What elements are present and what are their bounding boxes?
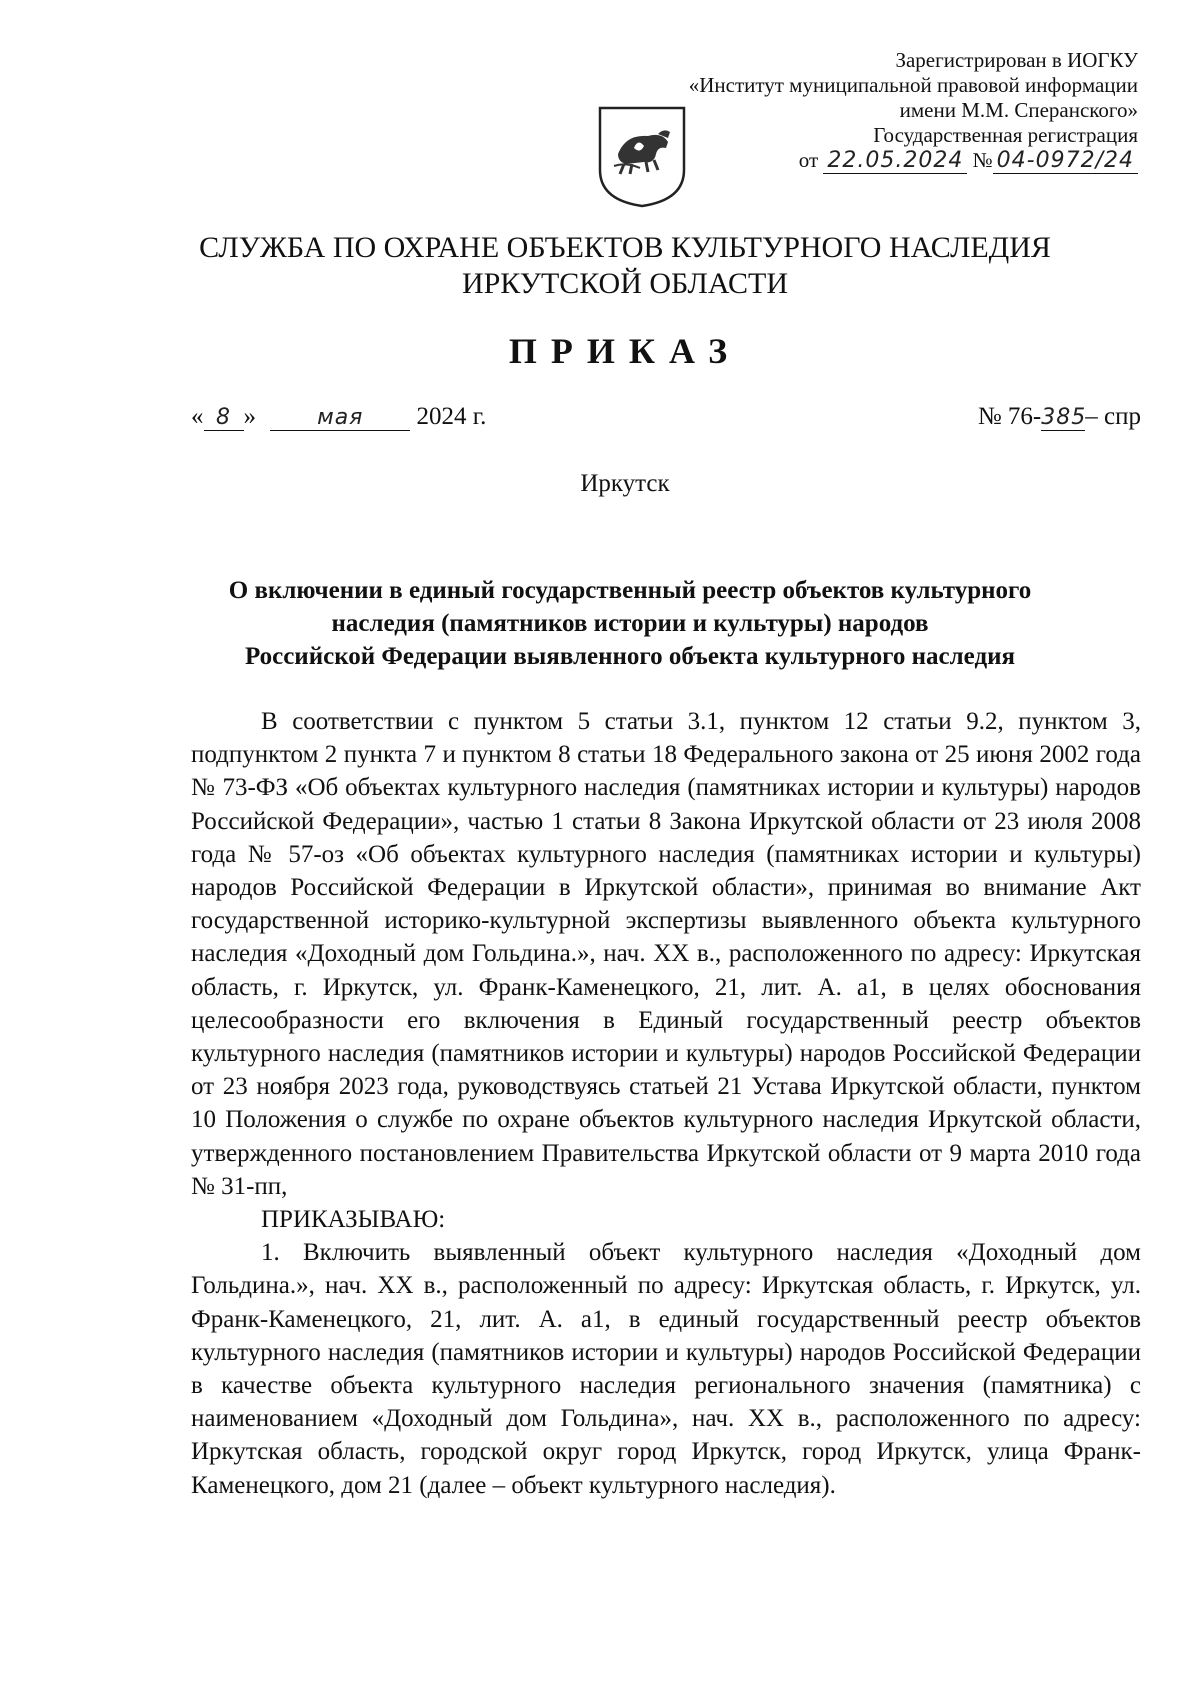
order-day-handwritten: 8 [204, 405, 244, 431]
preamble-paragraph: В соответствии с пунктом 5 статьи 3.1, пунктом 12 статьи 9.2, пунктом 3, подпунктом 2 пункта 7 и пунктом 8 статьи 18 Федерального закона от 25 июня 2002 года № 73-ФЗ «Об объектах культурного наследия (памятниках истории и культуры) народов Российской Федерации», частью 1 статьи 8 Закона Иркутской области от 23 июля 2008 года № 57-оз «Об объектах культурного наследия (памятниках истории и культуры) народов Российской Федерации в Иркутской области», принимая во внимание Акт государственной историко-культурной экспертизы выявленного объекта культурного наследия «Доходный дом Гольдина.», нач. XX в., расположенного по адресу: Иркутская область, г. Иркутск, ул. Франк-Каменецкого, 21, лит. А. а1, в целях обоснования целесообразности его включения в Единый государственный реестр объектов культурного наследия (памятников истории и культуры) народов Российской Федерации от 23 ноября 2023 года, руководствуясь статьей 21 Устава Иркутской области, пунктом 10 Положения о службе по охране объектов культурного наследия Иркутской области, утвержденного постановлением Правительства Иркутской области от 9 марта 2010 года № 31-пп, [191, 708, 1141, 1200]
order-number [978, 403, 1141, 431]
registration-number-handwritten: 04-0972/24 [993, 148, 1138, 174]
order-body [191, 705, 1141, 1502]
registration-line-2: «Институт муниципальной правовой информации [688, 73, 1138, 97]
city-name: Иркутск [580, 470, 670, 497]
order-number-handwritten: 385 [1041, 405, 1087, 430]
document-title: ПРИКАЗ [508, 331, 742, 371]
date-close-quote: » [243, 403, 256, 430]
subject-line-1: О включении в единый государственный реестр объектов культурного [228, 577, 1032, 604]
order-item-1: 1. Включить выявленный объект культурного наследия «Доходный дом Гольдина.», нач. XX в., расположенный по адресу: Иркутская область, г. Иркутск, ул. Франк-Каменецкого, 21, лит. А. а1, в единый государственный реестр объектов культурного наследия (памятников истории и культуры) народов Российской Федерации в качестве объекта культурного наследия регионального значения (памятника) с наименованием «Доходный дом Гольдина», нач. XX в., расположенного по адресу: Иркутская область, городской округ город Иркутск, город Иркутск, улица Франк-Каменецкого, дом 21 (далее – объект культурного наследия). [191, 1239, 1141, 1499]
order-directive: ПРИКАЗЫВАЮ: [261, 1206, 446, 1234]
order-date-row [191, 403, 1141, 439]
date-open-quote: « [191, 403, 204, 430]
subject-line-3: Российской Федерации выявленного объекта культурного наследия [244, 643, 1016, 670]
registration-line-4: Государственная регистрация [873, 123, 1138, 147]
order-month-handwritten: мая [270, 405, 410, 431]
order-date [191, 403, 486, 431]
organization-line-1: СЛУЖБА ПО ОХРАНЕ ОБЪЕКТОВ КУЛЬТУРНОГО НАСЛЕДИЯ [199, 231, 1051, 264]
order-year: 2024 г. [416, 403, 487, 430]
registration-line-1: Зарегистрирован в ИОГКУ [895, 48, 1138, 72]
irkutsk-coat-of-arms-icon [596, 104, 688, 208]
registration-line-3: имени М.М. Сперанского» [899, 98, 1138, 122]
registration-date-handwritten: 22.05.2024 [823, 148, 967, 174]
order-number-suffix: – спр [1085, 403, 1141, 430]
registration-date-prefix: от [798, 148, 819, 172]
subject-line-2: наследия (памятников истории и культуры) народов [331, 610, 929, 637]
registration-number-prefix: № [972, 148, 993, 172]
organization-line-2: ИРКУТСКОЙ ОБЛАСТИ [461, 267, 789, 300]
organization-name [120, 230, 1130, 302]
order-number-prefix: № 76- [977, 403, 1042, 430]
order-subject [160, 574, 1100, 673]
